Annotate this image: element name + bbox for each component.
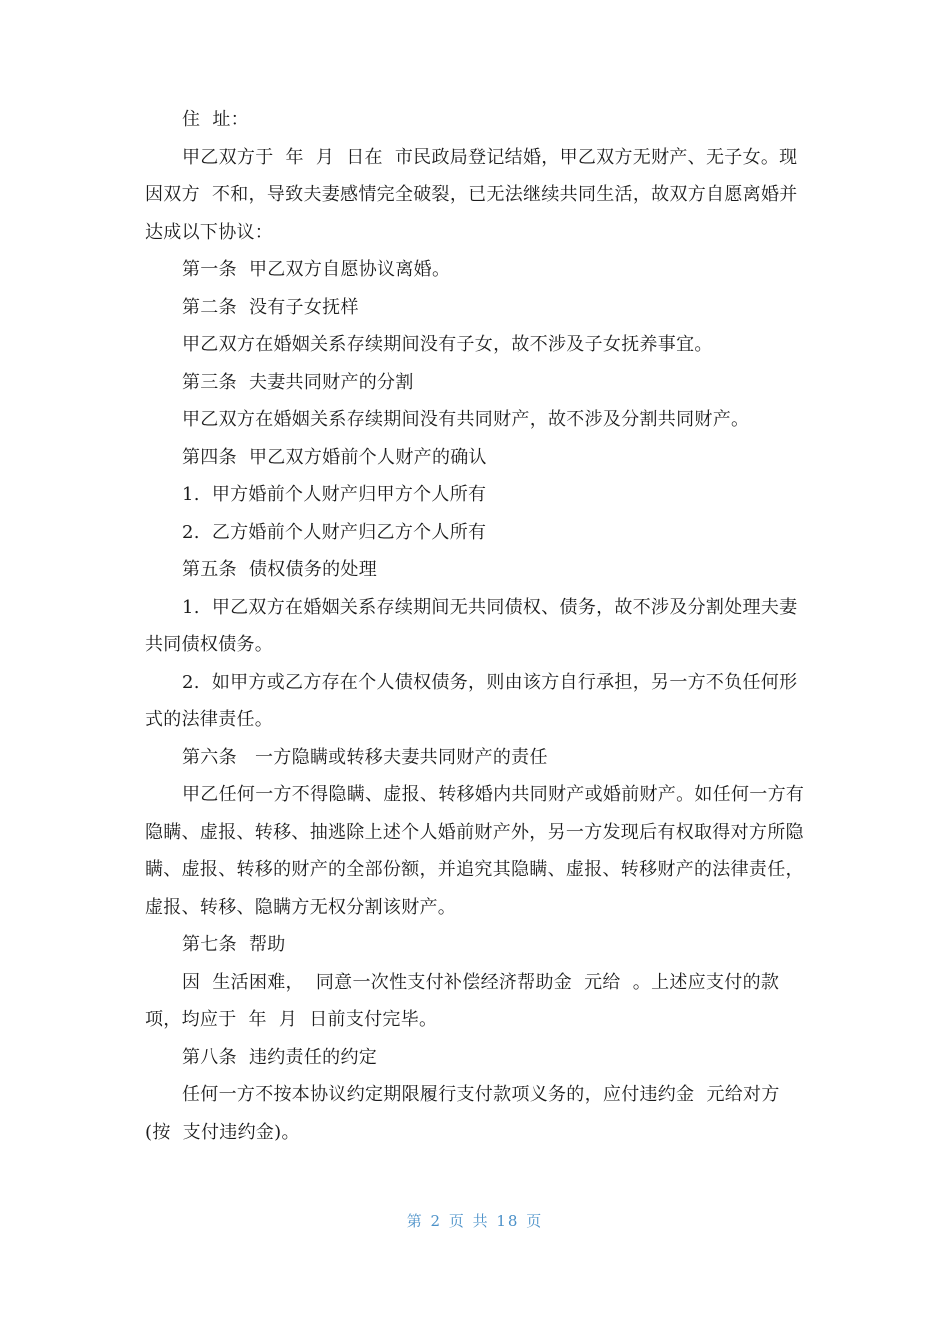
article-6-heading: 第六条 一方隐瞒或转移夫妻共同财产的责任 bbox=[182, 746, 548, 768]
article-8-text: 任何一方不按本协议约定期限履行支付款项义务的，应付违约金 元给对方(按 支付违约金)。 bbox=[145, 1084, 780, 1143]
article-4-item-1: 1. 甲方婚前个人财产归甲方个人所有 bbox=[182, 484, 487, 505]
article-2-text: 甲乙双方在婚姻关系存续期间没有子女，故不涉及子女抚养事宜。 bbox=[182, 334, 713, 355]
article-7-heading: 第七条 帮助 bbox=[182, 934, 286, 955]
article-5-heading: 第五条 债权债务的处理 bbox=[182, 559, 378, 580]
article-3-text: 甲乙双方在婚姻关系存续期间没有共同财产，故不涉及分割共同财产。 bbox=[182, 409, 750, 430]
article-6-text: 甲乙任何一方不得隐瞒、虚报、转移婚内共同财产或婚前财产。如任何一方有隐瞒、虚报、转移、抽逃除上述个人婚前财产外，另一方发现后有权取得对方所隐瞒、虚报、转移的财产的全部份额，并追究其隐瞒、虚报、转移财产的法律责任，虚报、转移、隐瞒方无权分割该财产。 bbox=[145, 784, 805, 918]
article-1-heading: 第一条 甲乙双方自愿协议离婚。 bbox=[182, 259, 451, 280]
article-4-heading: 第四条 甲乙双方婚前个人财产的确认 bbox=[182, 446, 487, 468]
article-2-heading: 第二条 没有子女抚样 bbox=[182, 296, 359, 318]
address-line: 住 址： bbox=[182, 109, 249, 130]
article-5-item-1: 1. 甲乙双方在婚姻关系存续期间无共同债权、债务，故不涉及分割处理夫妻共同债权债务。 bbox=[145, 596, 798, 655]
article-4-item-2: 2. 乙方婚前个人财产归乙方个人所有 bbox=[182, 521, 487, 543]
preamble-paragraph: 甲乙双方于 年 月 日在 市民政局登记结婚，甲乙双方无财产、无子女。现因双方 不和，导致夫妻感情完全破裂，已无法继续共同生活，故双方自愿离婚并达成以下协议： bbox=[145, 146, 798, 243]
article-3-heading: 第三条 夫妻共同财产的分割 bbox=[182, 371, 414, 393]
article-5-item-2: 2. 如甲方或乙方存在个人债权债务，则由该方自行承担，另一方不负任何形式的法律责任。 bbox=[145, 671, 798, 730]
article-8-heading: 第八条 违约责任的约定 bbox=[182, 1046, 378, 1068]
article-7-text: 因 生活困难， 同意一次性支付补偿经济帮助金 元给 。上述应支付的款项，均应于 年 月 日前支付完毕。 bbox=[145, 971, 780, 1030]
page-number-footer: 第 2 页 共 18 页 bbox=[406, 1212, 544, 1230]
document-body bbox=[145, 101, 805, 1151]
